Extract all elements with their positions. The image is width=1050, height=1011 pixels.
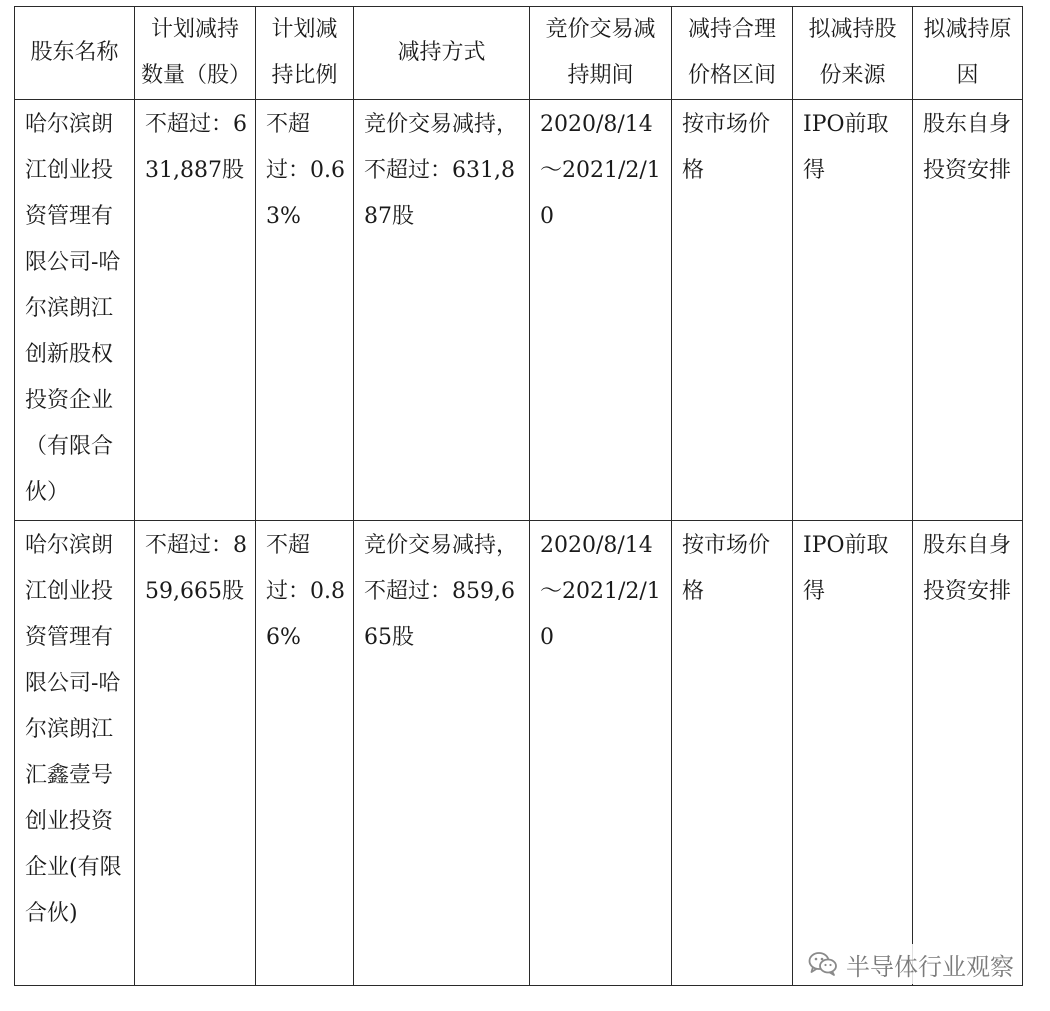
header-price-range: 减持合理价格区间 — [672, 7, 793, 100]
cell-quantity: 不超过：631,887股 — [135, 100, 256, 521]
header-holder: 股东名称 — [15, 7, 135, 100]
cell-period: 2020/8/14～2021/2/10 — [530, 521, 672, 986]
header-row — [15, 7, 1023, 100]
cell-source: IPO前取得 — [793, 100, 913, 521]
table-row — [15, 100, 1023, 521]
cell-quantity: 不超过：859,665股 — [135, 521, 256, 986]
watermark-text: 半导体行业观察 — [846, 952, 1014, 981]
cell-holder: 哈尔滨朗江创业投资管理有限公司-哈尔滨朗江汇鑫壹号创业投资企业(有限合伙) — [15, 521, 135, 986]
cell-reason: 股东自身投资安排 — [913, 100, 1023, 521]
cell-reason: 股东自身投资安排 — [913, 521, 1023, 986]
cell-price-range: 按市场价格 — [672, 100, 793, 521]
cell-source: IPO前取得 — [793, 521, 913, 986]
wechat-icon — [808, 951, 838, 977]
cell-ratio: 不超过：0.86% — [256, 521, 354, 986]
header-reason: 拟减持原因 — [913, 7, 1023, 100]
cell-ratio: 不超过：0.63% — [256, 100, 354, 521]
cell-method: 竞价交易减持，不超过：631,887股 — [354, 100, 530, 521]
header-method: 减持方式 — [354, 7, 530, 100]
watermark — [804, 944, 1018, 984]
header-period: 竞价交易减持期间 — [530, 7, 672, 100]
table-row — [15, 521, 1023, 986]
reduction-plan-table — [14, 6, 1023, 986]
cell-holder: 哈尔滨朗江创业投资管理有限公司-哈尔滨朗江创新股权投资企业（有限合伙） — [15, 100, 135, 521]
header-quantity: 计划减持数量（股） — [135, 7, 256, 100]
header-source: 拟减持股份来源 — [793, 7, 913, 100]
cell-price-range: 按市场价格 — [672, 521, 793, 986]
header-ratio: 计划减持比例 — [256, 7, 354, 100]
cell-period: 2020/8/14～2021/2/10 — [530, 100, 672, 521]
cell-method: 竞价交易减持，不超过：859,665股 — [354, 521, 530, 986]
